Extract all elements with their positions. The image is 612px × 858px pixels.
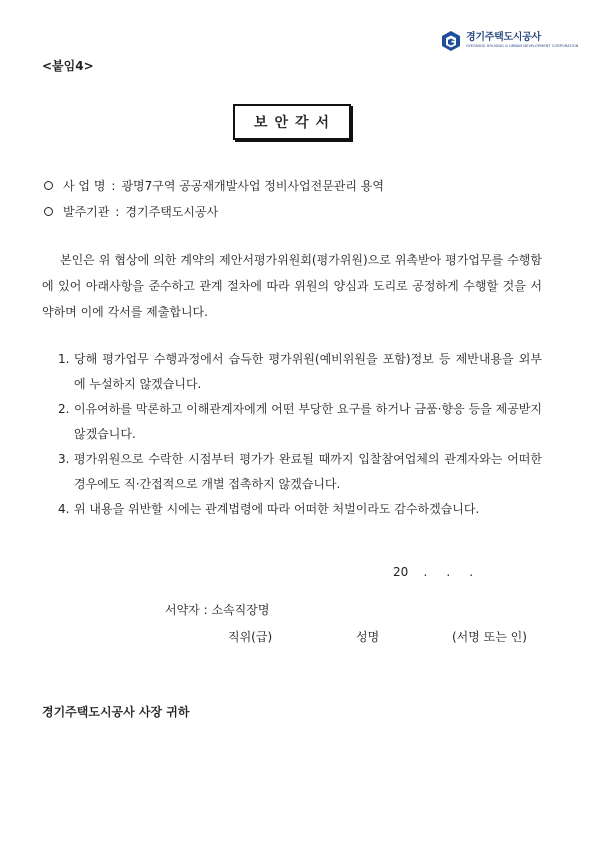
logo-mark-icon xyxy=(440,30,462,52)
date-line: 20 . . . xyxy=(393,565,474,579)
list-item xyxy=(58,397,542,447)
signer-position: 직위(급) xyxy=(228,630,273,644)
list-text: 이유여하를 막론하고 이해관계자에게 어떤 부당한 요구를 하거나 금품·향응 등을 제공받지 않겠습니다. xyxy=(74,402,542,441)
bullet-circle-icon xyxy=(44,181,53,190)
list-number: 3. xyxy=(58,452,70,466)
list-item xyxy=(58,347,542,397)
signer-affiliation: 서약자 : 소속직장명 xyxy=(165,603,270,617)
info-colon: : xyxy=(115,204,120,219)
intro-paragraph: 본인은 위 협상에 의한 계약의 제안서평가위원회(평가위원)으로 위촉받아 평가업무를 수행함에 있어 아래사항을 준수하고 관계 절차에 따라 위원의 양심과 도리로 공정하게 수행할 것을 서약하며 이에 각서를 제출합니다. xyxy=(42,253,542,319)
info-row-client xyxy=(44,203,218,220)
list-item xyxy=(58,447,542,497)
list-number: 2. xyxy=(58,402,70,416)
attachment-label: <붙임4> xyxy=(42,59,94,73)
list-text: 평가위원으로 수락한 시점부터 평가가 완료될 때까지 입찰참여업체의 관계자와는 어떠한 경우에도 직·간접적으로 개별 접촉하지 않겠습니다. xyxy=(74,452,542,491)
list-item xyxy=(58,497,542,522)
pledge-list xyxy=(58,347,542,522)
list-number: 1. xyxy=(58,352,70,366)
bullet-circle-icon xyxy=(44,207,53,216)
info-colon: : xyxy=(111,178,116,193)
document-title-box xyxy=(233,104,351,140)
info-value: 경기주택도시공사 xyxy=(125,205,219,219)
list-text: 위 내용을 위반할 시에는 관계법령에 따라 어떠한 처벌이라도 감수하겠습니다. xyxy=(74,502,480,516)
logo-company-name: 경기주택도시공사 xyxy=(466,32,541,44)
info-label: 사 업 명 xyxy=(63,179,106,193)
addressee: 경기주택도시공사 사장 귀하 xyxy=(42,705,190,719)
company-logo xyxy=(440,30,578,52)
list-number: 4. xyxy=(58,502,70,516)
signature-seal: (서명 또는 인) xyxy=(452,630,527,644)
info-row-project xyxy=(44,177,384,194)
logo-company-subtitle: GYEONGGI HOUSING & URBAN DEVELOPMENT CORPORATION xyxy=(466,44,579,49)
document-title: 보안각서 xyxy=(253,115,337,131)
info-label: 발주기관 xyxy=(63,205,110,219)
list-text: 당해 평가업무 수행과정에서 습득한 평가위원(예비위원을 포함)정보 등 제반내용을 외부에 누설하지 않겠습니다. xyxy=(74,352,542,391)
info-value: 광명7구역 공공재개발사업 정비사업전문관리 용역 xyxy=(121,179,384,193)
signer-name: 성명 xyxy=(356,630,380,644)
